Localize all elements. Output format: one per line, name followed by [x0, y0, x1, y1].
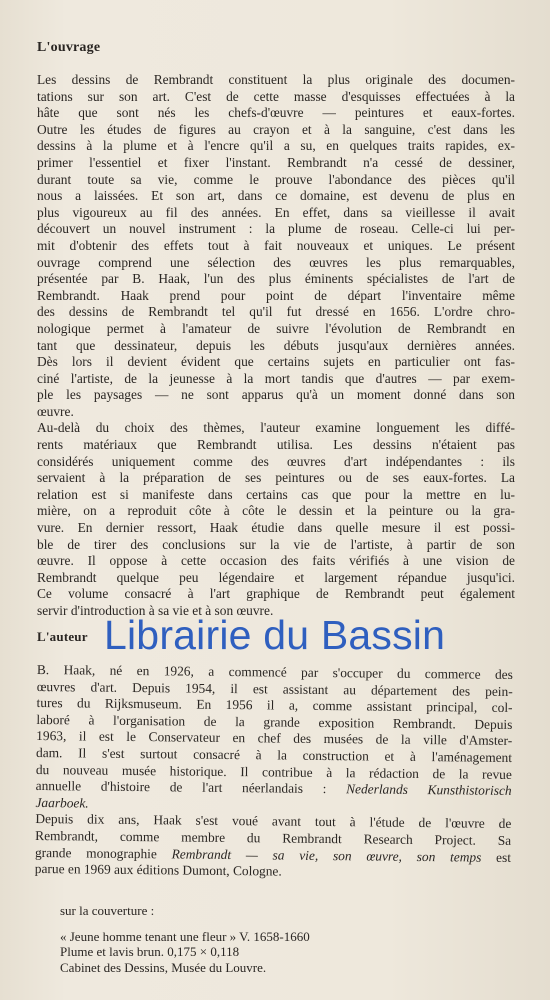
ouvrage-line: tant que dessinateur, depuis les débuts jusqu'aux dernières années. — [37, 337, 515, 353]
auteur-line: Depuis dix ans, Haak s'est voué avant tout à l'étude de l'œuvre de — [35, 811, 512, 832]
ouvrage-line: Rembrandt. Haak prend pour point de départ l'inventaire même — [37, 287, 515, 303]
ouvrage-line: Ce volume consacré à l'art graphique de Rembrandt peut également — [37, 586, 515, 602]
ouvrage-line: tations sur son art. C'est de cette masse d'esquisses effectuées à la — [37, 88, 515, 104]
auteur-line: œuvres d'art. Depuis 1954, il est assistant au département des pein- — [36, 678, 513, 699]
ouvrage-line: relation est si manifeste dans certains cas que pour la mettre en lu- — [37, 486, 515, 502]
auteur-text — [35, 662, 513, 883]
journal-title-end: Jaarboek. — [35, 794, 89, 811]
ouvrage-line: durant toute sa vie, comme le prouve l'abondance des pièces qu'il — [37, 171, 515, 187]
ouvrage-line: primer l'essentiel et fixer l'instant. Rembrandt n'a cessé de dessiner, — [37, 154, 515, 170]
cover-line: « Jeune homme tenant une fleur » V. 1658-1660 — [60, 928, 310, 944]
bookseller-watermark: Librairie du Bassin — [104, 612, 446, 658]
ouvrage-line: Outre les études de figures au crayon et à la sanguine, c'est dans les — [37, 121, 515, 137]
journal-title: Nederlands Kunsthistorisch — [346, 781, 512, 799]
cover-caption — [60, 903, 380, 975]
ouvrage-text — [37, 72, 515, 620]
auteur-line: 1963, il est le Conservateur en chef des musées de la ville d'Amster- — [36, 728, 513, 749]
ouvrage-line: servir d'introduction à sa vie et à son œuvre. — [37, 603, 274, 618]
ouvrage-line: mit d'obtenir des effets tout à fait nouveaux et uniques. Le présent — [37, 237, 515, 253]
ouvrage-line: dessins à la plume et à l'encre qu'il a su, en quelques traits rapides, ex- — [37, 138, 515, 154]
auteur-line: B. Haak, né en 1926, a commencé par s'occuper du commerce des — [36, 662, 513, 682]
monograph-title: Rembrandt — sa vie, son œuvre, son temps — [171, 845, 482, 865]
ouvrage-line: des dessins de Rembrandt tel qu'il fut dressé en 1656. L'ordre chro- — [37, 304, 515, 320]
cover-line: Cabinet des Dessins, Musée du Louvre. — [60, 959, 267, 975]
ouvrage-line: découvert un nouvel instrument : la plume de roseau. Celle-ci lui per- — [37, 221, 515, 237]
ouvrage-line: Rembrandt quelque peu légendaire et largement répandue jusqu'ici. — [37, 569, 515, 585]
auteur-line: parue en 1969 aux éditions Dumont, Cologne. — [34, 861, 282, 879]
auteur-line-text: grande monographie — [34, 844, 172, 861]
auteur-line: du nouveau musée historique. Il contribue à la rédaction de la revue — [35, 761, 512, 782]
ouvrage-line: plus vigoureux au fil des années. En effet, dans sa vieillesse il avait — [37, 204, 515, 220]
ouvrage-heading: L'ouvrage — [37, 40, 101, 55]
auteur-line-text: est — [481, 849, 512, 865]
auteur-line: dam. Il s'est surtout consacré à la construction et à l'aménagement — [35, 744, 513, 765]
ouvrage-line: œuvre. — [37, 403, 74, 419]
auteur-line-text: annuelle d'histoire de l'art néerlandais : — [35, 778, 347, 797]
auteur-line: tures du Rijksmuseum. En 1956 il a, comme assistant principal, col- — [36, 695, 513, 716]
ouvrage-line: vure. En dernier ressort, Haak étudie dans quelle mesure il est possi- — [37, 520, 515, 536]
ouvrage-line: œuvre. Il oppose à cette occasion des faits vérifiés à une vision de — [37, 553, 515, 569]
ouvrage-line: ple les paysages — ne sont apparus qu'à un moment donné dans son — [37, 387, 515, 403]
ouvrage-line: Dès lors il devient évident que certains sujets en particulier ont fas- — [37, 354, 515, 370]
ouvrage-line: ble de tirer des conclusions sur la vie de l'artiste, à partir de son — [37, 536, 515, 552]
auteur-line: laboré à l'organisation de la grande exposition Rembrandt. Depuis — [36, 711, 513, 732]
ouvrage-line: Au-delà du choix des thèmes, l'auteur examine longuement les diffé- — [37, 420, 515, 436]
cover-line: Plume et lavis brun. 0,175 × 0,118 — [60, 944, 240, 959]
ouvrage-line: Les dessins de Rembrandt constituent la plus originale des documen- — [37, 72, 515, 87]
ouvrage-line: nous a laissées. Et son art, dans ce domaine, est devenu de plus en — [37, 188, 515, 204]
ouvrage-line: hâte que sont nés les chefs-d'œuvre — peintures et eaux-fortes. — [37, 105, 515, 121]
ouvrage-line: ouvrage comprend une sélection des œuvres les plus remarquables, — [37, 254, 515, 270]
ouvrage-line: servaient à la préparation de ses peintures ou de ses eaux-fortes. La — [37, 470, 515, 486]
ouvrage-line: nologique permet à l'amateur de suivre l'évolution de Rembrandt en — [37, 320, 515, 336]
cover-label: sur la couverture : — [60, 903, 155, 918]
ouvrage-line: ciné l'artiste, de la jeunesse à la mort tandis que d'autres — par exem- — [37, 370, 515, 386]
auteur-line: Rembrandt, comme membre du Rembrandt Research Project. Sa — [35, 827, 512, 848]
ouvrage-line: considérés uniquement comme des œuvres d'art indépendantes : ils — [37, 453, 515, 469]
auteur-heading: L'auteur — [37, 629, 88, 644]
ouvrage-line: mière, on a reproduit côte à côte le dessin et la peinture ou la gra- — [37, 503, 515, 519]
ouvrage-line: rents matériaux que Rembrandt utilisa. Les dessins n'étaient pas — [37, 437, 515, 453]
ouvrage-line: présentée par B. Haak, l'un des plus éminents spécialistes de l'art de — [37, 271, 515, 287]
